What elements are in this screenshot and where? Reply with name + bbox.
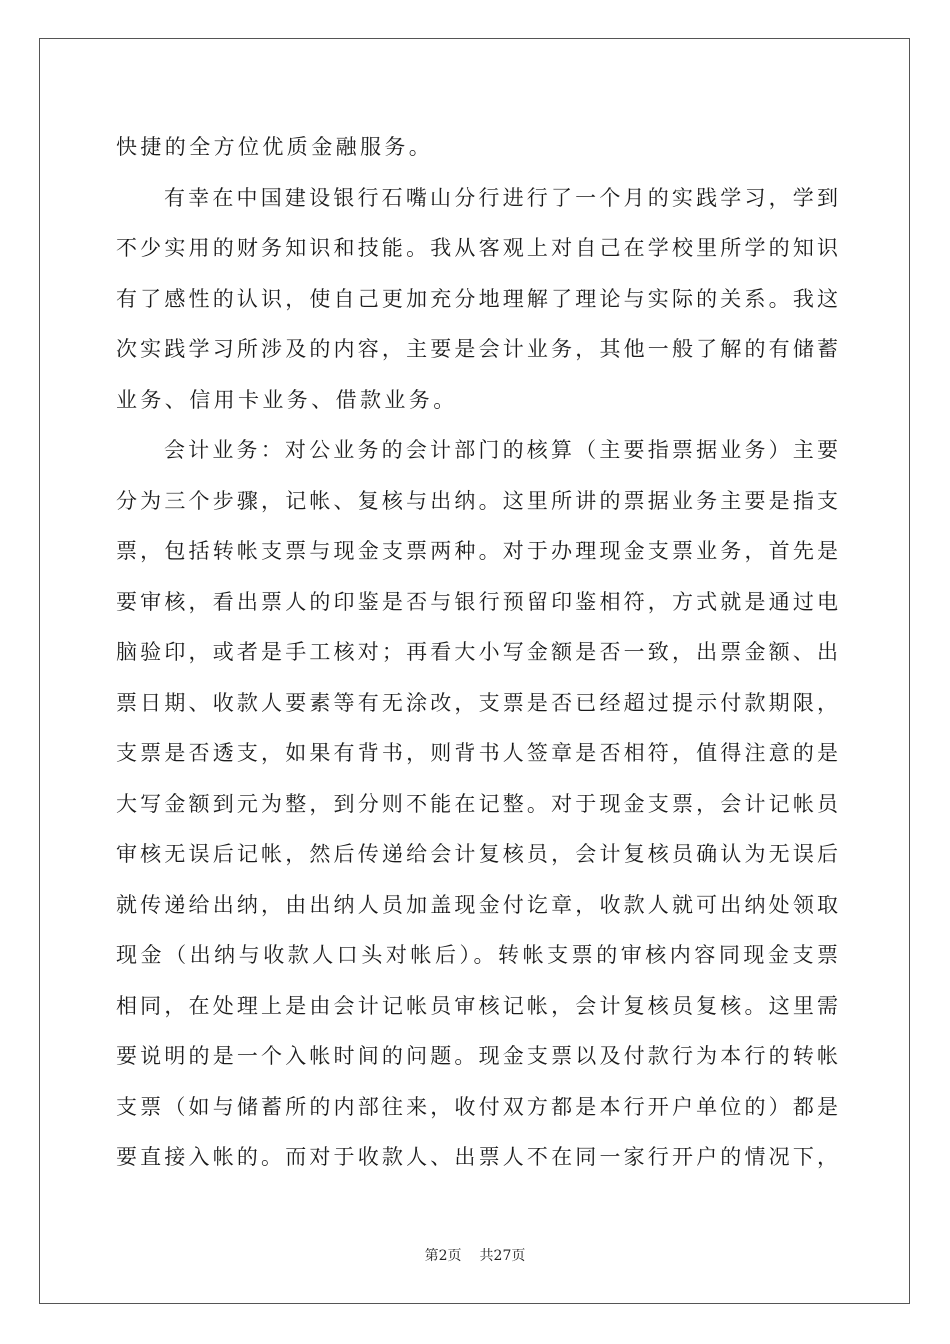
text-line: 次实践学习所涉及的内容，主要是会计业务，其他一般了解的有储蓄 — [116, 337, 838, 361]
text-line: 相同，在处理上是由会计记帐员审核记帐，会计复核员复核。这里需 — [116, 993, 838, 1018]
text-line: 要直接入帐的。而对于收款人、出票人不在同一家行开户的情况下， — [116, 1145, 838, 1169]
text-line: 分为三个步骤，记帐、复核与出纳。这里所讲的票据业务主要是指支 — [116, 488, 838, 513]
text-line: 要审核，看出票人的印鉴是否与银行预留印鉴相符，方式就是通过电 — [116, 589, 838, 614]
document-body — [116, 122, 838, 1183]
page-number: 第2页 — [424, 1248, 462, 1264]
text-line: 快捷的全方位优质金融服务。 — [116, 135, 434, 159]
text-line: 会计业务：对公业务的会计部门的核算（主要指票据业务）主要 — [164, 438, 838, 462]
text-line: 有幸在中国建设银行石嘴山分行进行了一个月的实践学习，学到 — [164, 185, 838, 210]
text-line: 就传递给出纳，由出纳人员加盖现金付讫章，收款人就可出纳处领取 — [116, 892, 838, 917]
text-line: 脑验印，或者是手工核对；再看大小写金额是否一致，出票金额、出 — [116, 640, 838, 664]
text-line: 现金（出纳与收款人口头对帐后）。转帐支票的审核内容同现金支票 — [116, 943, 838, 967]
text-line: 不少实用的财务知识和技能。我从客观上对自己在学校里所学的知识 — [116, 236, 838, 260]
text-line: 支票（如与储蓄所的内部往来，收付双方都是本行开户单位的）都是 — [116, 1094, 838, 1119]
text-line: 审核无误后记帐，然后传递给会计复核员，会计复核员确认为无误后 — [116, 842, 838, 866]
text-line: 大写金额到元为整，到分则不能在记整。对于现金支票，会计记帐员 — [116, 791, 838, 816]
text-line: 有了感性的认识，使自己更加充分地理解了理论与实际的关系。我这 — [116, 286, 838, 311]
text-line: 要说明的是一个入帐时间的问题。现金支票以及付款行为本行的转帐 — [116, 1044, 838, 1068]
page-footer — [0, 1245, 950, 1265]
text-line: 业务、信用卡业务、借款业务。 — [116, 387, 458, 412]
text-line: 票，包括转帐支票与现金支票两种。对于办理现金支票业务，首先是 — [116, 539, 838, 563]
text-line: 票日期、收款人要素等有无涂改，支票是否已经超过提示付款期限， — [116, 690, 838, 715]
text-line: 支票是否透支，如果有背书，则背书人签章是否相符，值得注意的是 — [116, 741, 838, 765]
page-total: 共27页 — [479, 1248, 526, 1264]
